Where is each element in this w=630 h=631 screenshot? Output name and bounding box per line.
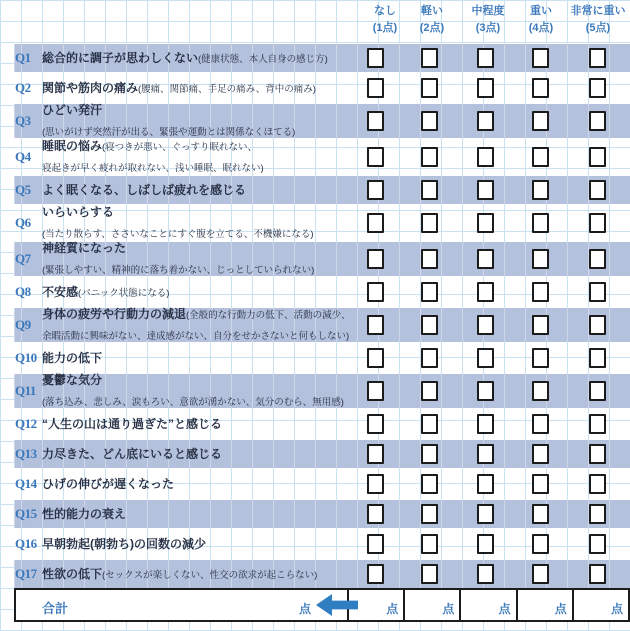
column-label: なし <box>373 5 396 17</box>
score-cell-2 <box>403 590 459 620</box>
answer-checkbox[interactable] <box>421 381 438 401</box>
question-title: 早朝勃起(朝勃ち)の回数の減少 <box>42 536 206 551</box>
answer-checkbox[interactable] <box>367 504 384 524</box>
answer-checkbox[interactable] <box>367 444 384 464</box>
answer-checkbox[interactable] <box>367 564 384 584</box>
question-note: (緊張しやすい、精神的に落ち着かない、じっとしていられない) <box>42 265 315 276</box>
question-row <box>0 44 630 72</box>
question-title: 関節や筋肉の痛み <box>42 80 139 95</box>
answer-checkbox[interactable] <box>477 180 494 200</box>
question-row <box>0 374 630 408</box>
answer-checkbox[interactable] <box>532 504 549 524</box>
question-text <box>42 104 362 138</box>
question-title: 睡眠の悩み <box>42 139 103 154</box>
question-row <box>0 410 630 438</box>
question-text <box>42 374 362 408</box>
question-text <box>42 176 362 204</box>
answer-checkbox[interactable] <box>532 78 549 98</box>
question-row <box>0 278 630 306</box>
question-id: Q5 <box>15 182 31 197</box>
question-title: 憂鬱な気分 <box>42 373 103 388</box>
question-text <box>42 470 362 498</box>
answer-checkbox[interactable] <box>589 48 606 68</box>
answer-checkbox[interactable] <box>589 564 606 584</box>
question-row <box>0 344 630 372</box>
score-cell-3 <box>459 590 515 620</box>
answer-checkbox[interactable] <box>477 315 494 335</box>
answer-checkbox[interactable] <box>367 249 384 269</box>
answer-checkbox[interactable] <box>477 474 494 494</box>
question-text <box>42 44 362 72</box>
answer-checkbox[interactable] <box>532 111 549 131</box>
question-id: Q15 <box>15 506 37 521</box>
answer-checkbox[interactable] <box>589 78 606 98</box>
question-text <box>42 242 362 276</box>
answer-checkbox[interactable] <box>367 48 384 68</box>
score-cell-4 <box>516 590 572 620</box>
answer-checkbox[interactable] <box>367 348 384 368</box>
question-list <box>0 44 630 590</box>
answer-checkbox[interactable] <box>477 348 494 368</box>
answer-checkbox[interactable] <box>532 534 549 554</box>
answer-checkbox[interactable] <box>589 474 606 494</box>
answer-checkbox[interactable] <box>367 414 384 434</box>
question-note: (腰痛、関節痛、手足の痛み、背中の痛み) <box>138 83 316 95</box>
column-header-mild <box>420 3 444 36</box>
answer-checkbox[interactable] <box>589 147 606 167</box>
question-row <box>0 530 630 558</box>
question-title: 性的能力の衰え <box>42 506 127 521</box>
question-note: 余暇活動に興味がない、達成感がない、自分をせかさないと何もしない) <box>42 331 350 342</box>
answer-checkbox[interactable] <box>589 111 606 131</box>
question-row <box>0 440 630 468</box>
answer-checkbox[interactable] <box>477 504 494 524</box>
total-label: 合計 <box>42 601 69 616</box>
column-label: 非常に重い <box>570 5 626 17</box>
answer-checkbox[interactable] <box>477 147 494 167</box>
answer-checkbox[interactable] <box>477 414 494 434</box>
answer-checkbox[interactable] <box>421 180 438 200</box>
point-unit: 点 <box>386 602 399 616</box>
question-id: Q14 <box>15 476 37 491</box>
question-text <box>42 308 362 342</box>
answer-checkbox[interactable] <box>532 414 549 434</box>
answer-checkbox[interactable] <box>532 213 549 233</box>
column-points: (4点) <box>528 21 554 34</box>
answer-checkbox[interactable] <box>367 147 384 167</box>
answer-checkbox[interactable] <box>589 348 606 368</box>
question-row <box>0 74 630 102</box>
question-text <box>42 74 362 102</box>
answer-checkbox[interactable] <box>532 381 549 401</box>
answer-checkbox[interactable] <box>421 48 438 68</box>
point-unit: 点 <box>498 602 511 616</box>
question-id: Q16 <box>15 536 37 551</box>
total-point-unit: 点 <box>298 602 311 616</box>
question-id: Q2 <box>15 80 31 95</box>
answer-checkbox[interactable] <box>532 48 549 68</box>
answer-checkbox[interactable] <box>589 213 606 233</box>
question-title: 性欲の低下 <box>42 566 103 581</box>
question-text <box>42 530 362 558</box>
total-cell <box>16 590 347 620</box>
question-title: よく眠くなる、しばしば疲れを感じる <box>42 182 247 197</box>
answer-checkbox[interactable] <box>421 348 438 368</box>
question-text <box>42 140 362 174</box>
question-id: Q17 <box>15 566 37 581</box>
answer-checkbox[interactable] <box>421 78 438 98</box>
column-label: 軽い <box>420 5 443 17</box>
answer-checkbox[interactable] <box>532 282 549 302</box>
question-row <box>0 308 630 342</box>
answer-checkbox[interactable] <box>421 474 438 494</box>
answer-checkbox[interactable] <box>477 213 494 233</box>
point-unit: 点 <box>554 602 567 616</box>
answer-checkbox[interactable] <box>532 474 549 494</box>
question-row <box>0 242 630 276</box>
answer-checkbox[interactable] <box>477 282 494 302</box>
question-id: Q9 <box>15 317 31 332</box>
question-text <box>42 500 362 528</box>
question-row <box>0 470 630 498</box>
question-id: Q8 <box>15 284 31 299</box>
answer-checkbox[interactable] <box>421 282 438 302</box>
answer-checkbox[interactable] <box>367 282 384 302</box>
answer-checkbox[interactable] <box>421 249 438 269</box>
question-row <box>0 104 630 138</box>
question-text <box>42 344 362 372</box>
answer-checkbox[interactable] <box>421 534 438 554</box>
question-note: 寝起きが早く疲れが取れない、浅い睡眠、眠れない) <box>42 163 264 174</box>
column-header-none <box>373 3 397 36</box>
answer-checkbox[interactable] <box>477 111 494 131</box>
answer-checkbox[interactable] <box>477 564 494 584</box>
answer-checkbox[interactable] <box>532 315 549 335</box>
point-unit: 点 <box>611 602 624 616</box>
answer-checkbox[interactable] <box>367 213 384 233</box>
question-title: 不安感 <box>42 284 79 299</box>
question-title: 総合的に調子が思わしくない <box>42 50 199 65</box>
answer-checkbox[interactable] <box>421 111 438 131</box>
column-points: (1点) <box>372 21 398 34</box>
answer-checkbox[interactable] <box>589 180 606 200</box>
question-text <box>42 440 362 468</box>
question-note: (パニック状態になる) <box>78 287 170 299</box>
answer-checkbox[interactable] <box>477 249 494 269</box>
answer-checkbox[interactable] <box>477 534 494 554</box>
question-note: (健康状態、本人自身の感じ方) <box>198 53 328 65</box>
answer-checkbox[interactable] <box>532 444 549 464</box>
answer-checkbox[interactable] <box>589 282 606 302</box>
question-id: Q11 <box>15 383 36 398</box>
column-header-very-severe <box>571 3 626 36</box>
question-title: ひげの伸びが遅くなった <box>42 476 175 491</box>
question-row <box>0 206 630 240</box>
answer-checkbox[interactable] <box>532 147 549 167</box>
question-note: (落ち込み、悲しみ、涙もろい、意欲が湧かない、気分のむら、無用感) <box>42 397 344 408</box>
answer-checkbox[interactable] <box>421 315 438 335</box>
answer-checkbox[interactable] <box>589 444 606 464</box>
question-title: 力尽きた、どん底にいると感じる <box>42 446 223 461</box>
question-id: Q7 <box>15 251 31 266</box>
question-row <box>0 140 630 174</box>
totals-row <box>14 588 630 622</box>
answer-checkbox[interactable] <box>367 78 384 98</box>
question-title: “人生の山は通り過ぎた”と感じる <box>42 416 223 431</box>
question-title: いらいらする <box>42 205 115 220</box>
score-cell-5 <box>572 590 628 620</box>
answer-checkbox[interactable] <box>532 249 549 269</box>
question-note: (寝つきが悪い、ぐっすり眠れない、 <box>102 142 257 154</box>
question-text <box>42 410 362 438</box>
column-label: 重い <box>529 5 552 17</box>
answer-checkbox[interactable] <box>589 315 606 335</box>
question-note: (全般的な行動力の低下、活動の減少、 <box>186 310 351 322</box>
question-text <box>42 278 362 306</box>
answer-checkbox[interactable] <box>367 474 384 494</box>
question-id: Q10 <box>15 350 37 365</box>
question-title: ひどい発汗 <box>42 103 103 118</box>
question-note: (セックスが楽しくない、性交の欲求が起こらない) <box>102 569 318 581</box>
column-points: (5点) <box>585 21 611 34</box>
answer-checkbox[interactable] <box>477 48 494 68</box>
answer-checkbox[interactable] <box>589 414 606 434</box>
column-label: 中程度 <box>471 5 505 17</box>
answer-checkbox[interactable] <box>367 111 384 131</box>
column-points: (3点) <box>475 21 501 34</box>
column-header-moderate <box>472 3 505 36</box>
question-title: 身体の疲労や行動力の減退 <box>42 307 187 322</box>
question-row <box>0 560 630 588</box>
answer-checkbox[interactable] <box>421 444 438 464</box>
question-id: Q1 <box>15 50 31 65</box>
answer-checkbox[interactable] <box>421 504 438 524</box>
answer-checkbox[interactable] <box>421 147 438 167</box>
column-points: (2点) <box>419 21 445 34</box>
answer-checkbox[interactable] <box>589 381 606 401</box>
answer-checkbox[interactable] <box>367 381 384 401</box>
answer-checkbox[interactable] <box>421 213 438 233</box>
question-row <box>0 176 630 204</box>
answer-checkbox[interactable] <box>532 348 549 368</box>
answer-checkbox[interactable] <box>367 534 384 554</box>
question-id: Q13 <box>15 446 37 461</box>
question-row <box>0 500 630 528</box>
point-unit: 点 <box>442 602 455 616</box>
answer-checkbox[interactable] <box>367 315 384 335</box>
question-note: (思いがけず突然汗が出る、緊張や運動とは関係なくほてる) <box>42 127 296 138</box>
question-title: 神経質になった <box>42 241 127 256</box>
question-note: (当たり散らす、ささいなことにすぐ腹を立てる、不機嫌になる) <box>42 229 314 240</box>
question-title: 能力の低下 <box>42 350 103 365</box>
question-text <box>42 206 362 240</box>
answer-checkbox[interactable] <box>532 564 549 584</box>
answer-checkbox[interactable] <box>589 534 606 554</box>
answer-checkbox[interactable] <box>589 249 606 269</box>
answer-checkbox[interactable] <box>477 444 494 464</box>
question-id: Q12 <box>15 416 37 431</box>
question-id: Q3 <box>15 113 31 128</box>
answer-checkbox[interactable] <box>421 414 438 434</box>
question-id: Q4 <box>15 149 31 164</box>
answer-checkbox[interactable] <box>532 180 549 200</box>
answer-checkbox[interactable] <box>477 78 494 98</box>
answer-checkbox[interactable] <box>367 180 384 200</box>
question-text <box>42 560 362 588</box>
answer-checkbox[interactable] <box>421 564 438 584</box>
column-header-severe <box>529 3 553 36</box>
answer-checkbox[interactable] <box>477 381 494 401</box>
answer-checkbox[interactable] <box>589 504 606 524</box>
question-id: Q6 <box>15 215 31 230</box>
